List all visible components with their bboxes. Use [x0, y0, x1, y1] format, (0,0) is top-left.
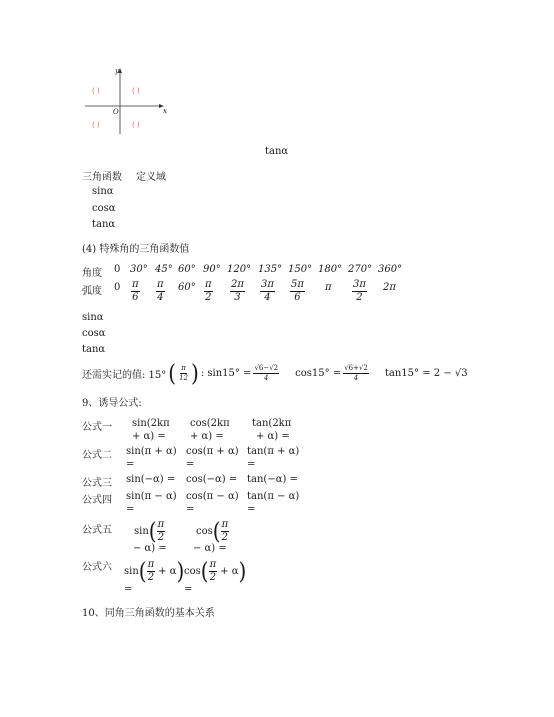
formula-6-cos-eq: = [184, 584, 193, 595]
domain-row-tan: tanα [92, 219, 116, 230]
sin15-label: : sin15° = [200, 367, 252, 379]
angle-30: 30° [130, 264, 148, 275]
x-axis-label: x [163, 107, 167, 115]
formula-6-label: 公式六 [82, 562, 112, 573]
radian-2pi: 2π [383, 282, 396, 293]
angle-180: 180° [318, 264, 343, 275]
remember-line [82, 361, 468, 385]
radian-60deg: 60° [178, 282, 196, 293]
special-row-tan: tanα [82, 344, 106, 355]
formula-5-cos-fn: cos [196, 525, 213, 537]
quadrant-1-blank: ( ) [132, 87, 140, 95]
formula-4-tan: tan(π − α) [247, 491, 300, 502]
formula-6-cos [184, 559, 246, 583]
cos15-value: $\frac{√6+√2}{4}$ [344, 364, 368, 382]
formula-2-sin: sin(π + α) [126, 446, 177, 457]
formula-4-cos: cos(π − α) [186, 491, 239, 502]
radian-pi-4: $\frac{\pi}{4}$ [157, 279, 164, 303]
angle-360: 360° [378, 264, 403, 275]
formula-5-sin [134, 519, 165, 543]
domain-header-domain: 定义域 [136, 172, 166, 183]
radian-pi-6: $\frac{\pi}{6}$ [132, 279, 139, 303]
formula-3-label: 公式三 [82, 478, 112, 489]
special-row-sin: sinα [82, 312, 104, 323]
radian-pi: π [325, 282, 332, 293]
formula-6-cos-close: ) [238, 557, 247, 585]
angle-60: 60° [178, 264, 196, 275]
section-10-title: 10、同角三角函数的基本关系 [82, 608, 215, 619]
open-paren: ( [168, 359, 177, 387]
angle-150: 150° [288, 264, 313, 275]
angle-row-label: 角度 [82, 268, 102, 279]
formula-5-label: 公式五 [82, 525, 112, 536]
formula-1-sin-b: + α) = [132, 431, 166, 442]
formula-6-cos-open: ( [200, 557, 209, 585]
sin15-value: $\frac{√6-√2}{4}$ [254, 364, 279, 382]
formula-6-sin-eq: = [124, 584, 133, 595]
formula-1-tan-b: + α) = [256, 431, 290, 442]
quadrant-3-blank: ( ) [92, 121, 100, 129]
tan15-value: tan15° = 2 − √3 [384, 367, 468, 379]
domain-row-sin: sinα [92, 186, 114, 197]
formula-3-cos: cos(−α) = [186, 474, 238, 485]
radian-5pi-6: $\frac{5\pi}{6}$ [291, 279, 304, 303]
formula-1-tan: tan(2kπ [252, 418, 292, 429]
pi-over-12: $\frac{\pi}{12}$ [179, 364, 189, 382]
origin-label: O [113, 108, 119, 116]
angle-90: 90° [203, 264, 221, 275]
formula-3-sin: sin(−α) = [126, 474, 176, 485]
angle-120: 120° [227, 264, 252, 275]
cos15-label: cos15° = [295, 367, 342, 379]
special-angles-title: (4) 特殊角的三角函数值 [82, 244, 190, 255]
formula-1-cos-b: + α) = [190, 431, 224, 442]
close-paren: ) [191, 359, 199, 387]
formula-6-sin-frac: $\frac{\pi}{2}$ [147, 559, 155, 583]
domain-row-cos: cosα [92, 203, 116, 214]
formula-1-sin: sin(2kπ [132, 418, 170, 429]
quadrant-4-blank: ( ) [132, 121, 140, 129]
formula-4-cos-b: = [186, 504, 195, 515]
formula-5-cos-paren: ( [212, 517, 221, 545]
remember-prefix: 还需实记的值: 15° [82, 369, 167, 381]
angle-135: 135° [258, 264, 283, 275]
formula-5-cos-tail: − α) = [193, 543, 227, 554]
formula-4-sin-b: = [126, 504, 135, 515]
special-row-cos: cosα [82, 328, 106, 339]
formula-5-sin-frac: $\frac{\pi}{2}$ [157, 519, 165, 543]
formula-2-cos: cos(π + α) [186, 446, 239, 457]
radian-0: 0 [114, 282, 121, 293]
formula-1-cos: cos(2kπ [190, 418, 230, 429]
formula-6-sin-close: ) [176, 557, 185, 585]
radian-3pi-4: $\frac{3\pi}{4}$ [261, 279, 274, 303]
formula-3-tan: tan(−α) = [247, 474, 298, 485]
formula-6-sin-plus: + α [158, 565, 177, 577]
angle-270: 270° [348, 264, 373, 275]
radian-row-label: 弧度 [82, 286, 102, 297]
y-axis-label: y [115, 67, 119, 75]
formula-5-cos [196, 519, 229, 543]
domain-header-function: 三角函数 [82, 172, 122, 183]
formula-2-sin-b: = [126, 459, 135, 470]
formula-6-cos-frac: $\frac{\pi}{2}$ [209, 559, 217, 583]
radian-pi-2: $\frac{\pi}{2}$ [205, 279, 212, 303]
formula-2-label: 公式二 [82, 450, 112, 461]
formula-2-tan-b: = [247, 459, 256, 470]
formula-4-sin: sin(π − α) [126, 491, 177, 502]
formula-5-cos-frac: $\frac{\pi}{2}$ [221, 519, 229, 543]
formula-6-sin-fn: sin [124, 565, 139, 577]
formula-6-cos-plus: + α [220, 565, 239, 577]
formula-1-label: 公式一 [82, 422, 112, 433]
formula-6-sin [124, 559, 184, 583]
radian-2pi-3: $\frac{2\pi}{3}$ [231, 279, 244, 303]
formula-5-sin-tail: − α) = [133, 543, 167, 554]
formula-6-cos-fn: cos [184, 565, 201, 577]
formula-2-cos-b: = [186, 459, 195, 470]
angle-0: 0 [114, 264, 121, 275]
angle-45: 45° [155, 264, 173, 275]
quadrant-2-blank: ( ) [92, 87, 100, 95]
formula-5-sin-fn: sin [134, 525, 149, 537]
formula-4-label: 公式四 [82, 495, 112, 506]
formula-6-sin-open: ( [138, 557, 147, 585]
formula-2-tan: tan(π + α) [247, 446, 300, 457]
formula-5-sin-paren: ( [148, 517, 157, 545]
radian-3pi-2: $\frac{3\pi}{2}$ [353, 279, 366, 303]
induction-title: 9、诱导公式: [82, 398, 142, 409]
diagram-caption: tanα [265, 146, 289, 157]
formula-4-tan-b: = [247, 504, 256, 515]
